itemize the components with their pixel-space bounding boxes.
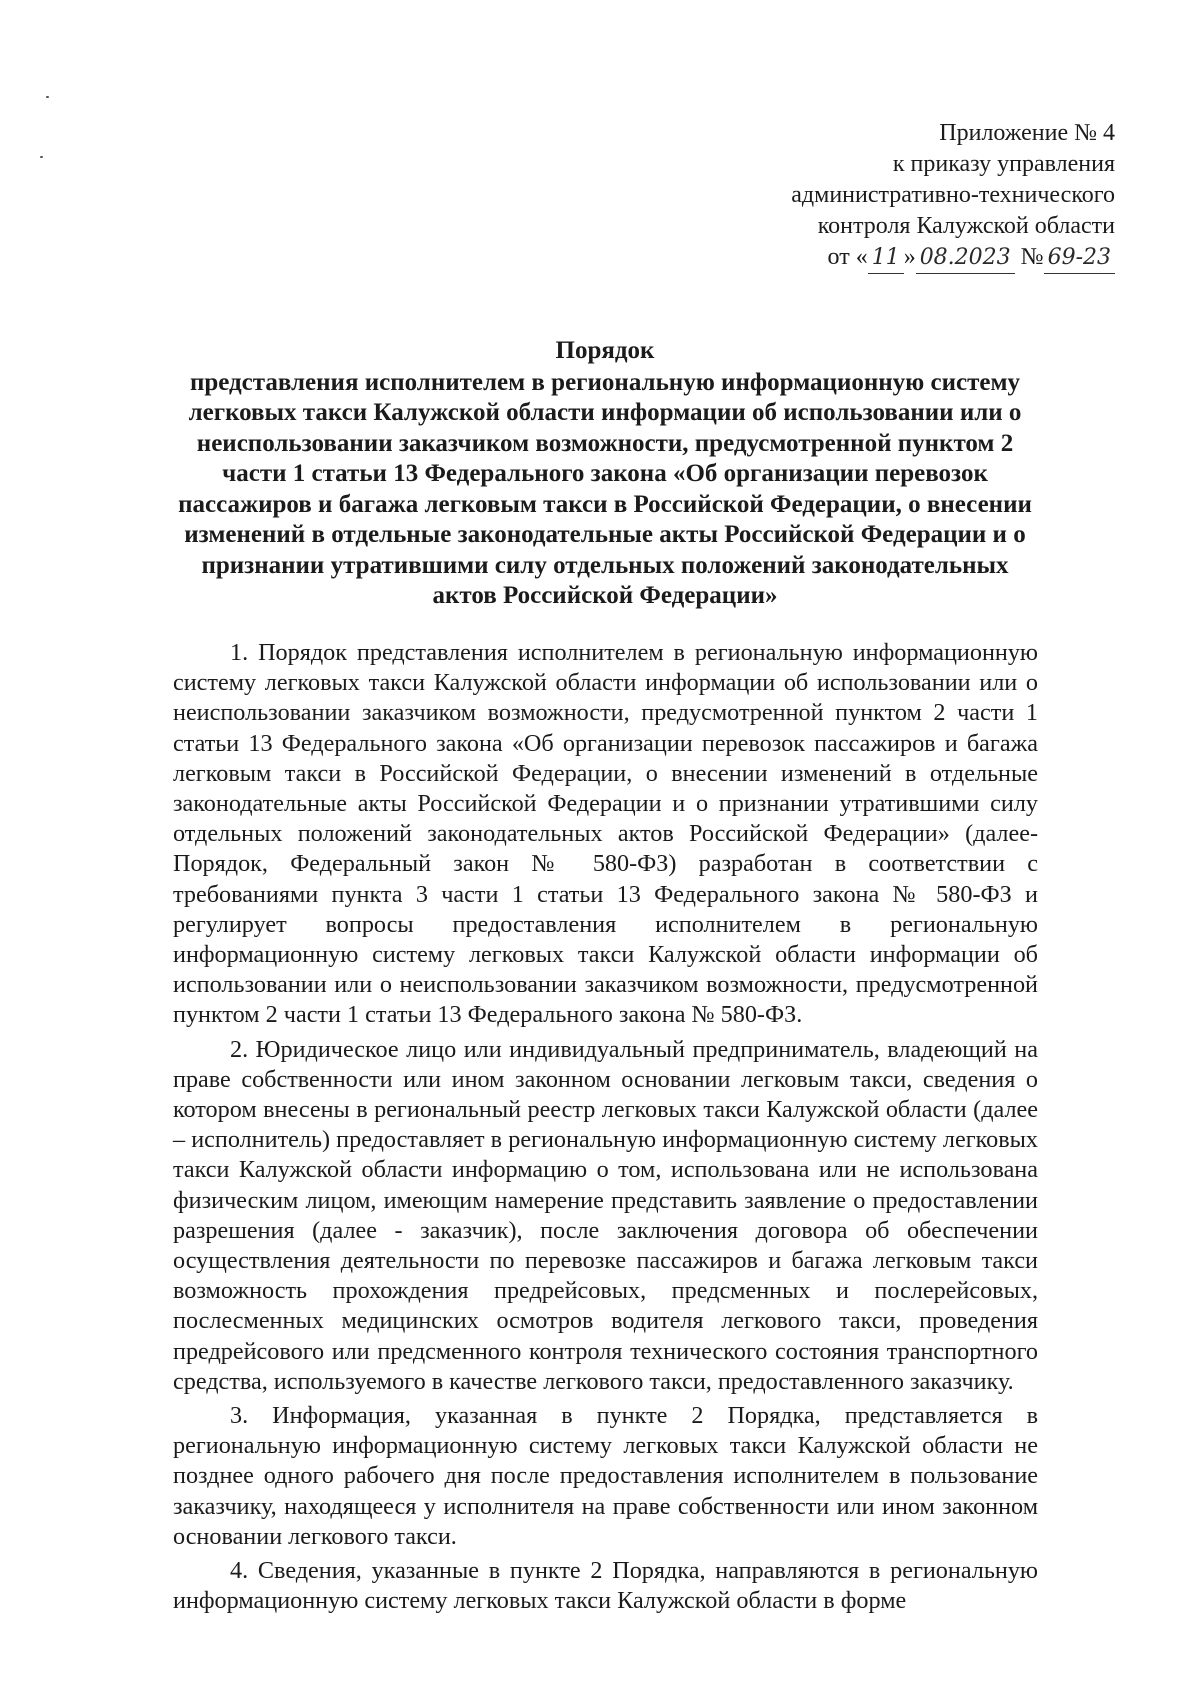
document-title — [170, 336, 1040, 612]
handwritten-order-number: 69-23 — [1044, 242, 1115, 274]
paragraph-4: 4. Сведения, указанные в пункте 2 Порядка, направляются в региональную информационную систему легковых такси Калужской области в форме — [173, 1557, 1038, 1615]
handwritten-day: 11 — [868, 242, 904, 274]
appendix-order-ref: к приказу управления — [892, 151, 1115, 177]
paragraph-3: 3. Информация, указанная в пункте 2 Порядка, представляется в региональную информационную систему легковых такси Калужской области не позднее одного рабочего дня после предоставления исполнителем в пользование заказчику, находящееся у исполнителя на праве собственности или ином законном основании легкового такси. — [173, 1402, 1038, 1550]
appendix-header — [791, 118, 1115, 274]
handwritten-month-year: 08.2023 — [916, 242, 1015, 274]
date-prefix: от « — [827, 244, 868, 270]
appendix-region: контроля Калужской области — [817, 213, 1115, 239]
date-mid: » — [903, 244, 916, 270]
appendix-agency: административно-технического — [791, 182, 1115, 208]
appendix-number: Приложение № 4 — [939, 120, 1115, 146]
title-heading: Порядок — [555, 337, 655, 364]
paragraph-1: 1. Порядок представления исполнителем в региональную информационную систему легковых такси Калужской области информации об использовании или о неиспользовании заказчиком возможности, предусмотренной пунктом 2 части 1 статьи 13 Федерального закона «Об организации перевозок пассажиров и багажа легковым такси в Российской Федерации, о внесении изменений в отдельные законодательные акты Российской Федерации и о признании утратившими силу отдельных положений законодательных актов Российской Федерации» (далее- Порядок, Федеральный закон № 580-ФЗ) разработан в соответствии с требованиями пункта 3 части 1 статьи 13 Федерального закона № 580-ФЗ и регулирует вопросы предоставления исполнителем в региональную информационную систему легковых такси Калужской области информации об использовании или о неиспользовании заказчиком возможности, предусмотренной пунктом 2 части 1 статьи 13 Федерального закона № 580-ФЗ. — [173, 639, 1038, 1029]
scan-speck — [46, 96, 49, 98]
scan-speck — [40, 156, 43, 158]
paragraph-2: 2. Юридическое лицо или индивидуальный предприниматель, владеющий на праве собственности или ином законном основании легковым такси, сведения о котором внесены в региональный реестр легковых такси Калужской области (далее – исполнитель) предоставляет в региональную информационную систему легковых такси Калужской области информацию о том, использована или не использована физическим лицом, имеющим намерение представить заявление о предоставлении разрешения (далее - заказчик), после заключения договора об обеспечении осуществления деятельности по перевозке пассажиров и багажа легковым такси возможность прохождения предрейсовых, предсменных и послерейсовых, послесменных медицинских осмотров водителя легкового такси, проведения предрейсового или предсменного контроля технического состояния транспортного средства, используемого в качестве легкового такси, предоставленного заказчику. — [173, 1035, 1038, 1395]
title-subtitle: представления исполнителем в региональную информационную систему легковых такси Калужской области информации об использовании или о неиспользовании заказчиком возможности, предусмотренной пунктом 2 части 1 статьи 13 Федерального закона «Об организации перевозок пассажиров и багажа легковым такси в Российской Федерации, о внесении изменений в отдельные законодательные акты Российской Федерации и о признании утратившими силу отдельных положений законодательных актов Российской Федерации» — [178, 368, 1032, 609]
document-body — [173, 638, 1038, 1621]
number-prefix: № — [1020, 244, 1044, 270]
appendix-date-line — [791, 242, 1115, 274]
